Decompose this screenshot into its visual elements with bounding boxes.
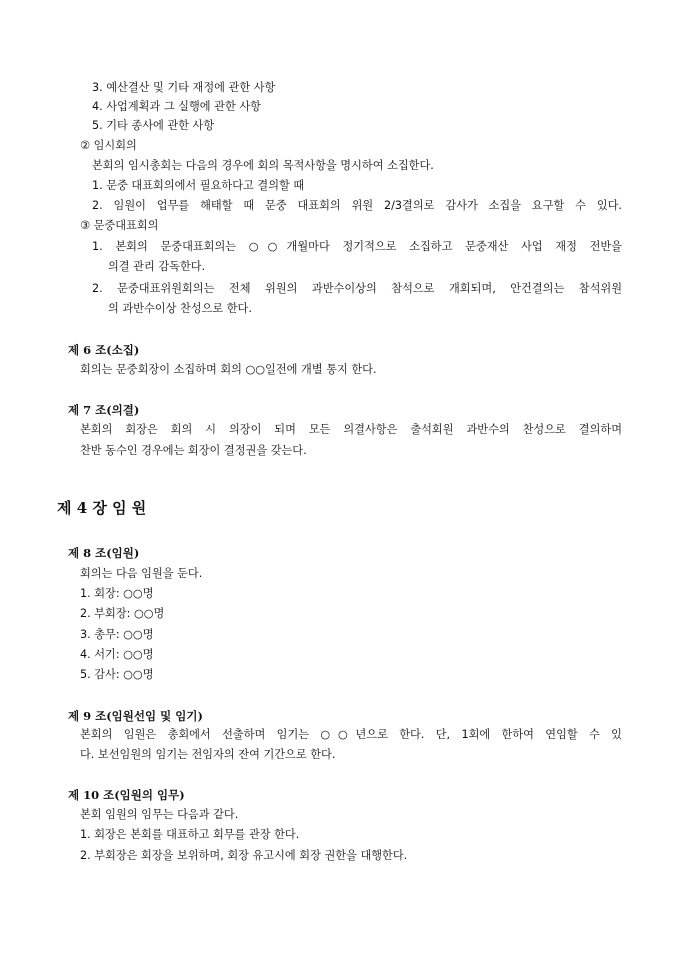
officer-item-auditor: 5. 감사: ○○명 bbox=[80, 668, 154, 681]
representative-item-1-line-1: 1. 본회의 문중대표회의는 ○○개월마다 정기적으로 소집하고 문중재산 사업 재정 전반을 bbox=[92, 240, 622, 253]
officer-item-secretary: 4. 서기: ○○명 bbox=[80, 648, 154, 661]
article-9-title: 제 9 조(임원선임 및 임기) bbox=[68, 709, 203, 723]
regular-meeting-item-4: 4. 사업계획과 그 실행에 관한 사항 bbox=[92, 100, 261, 113]
temporary-meeting-intro: 본회의 임시총회는 다음의 경우에 회의 목적사항을 명시하여 소집한다. bbox=[92, 159, 434, 172]
article-8-title: 제 8 조(임원) bbox=[68, 546, 140, 560]
article-10-intro: 본회 임원의 임무는 다음과 같다. bbox=[80, 808, 239, 821]
article-7-line-1: 본회의 회장은 회의 시 의장이 되며 모든 의결사항은 출석회원 과반수의 찬성으로 결의하며 bbox=[80, 423, 622, 436]
duty-item-vice-president: 2. 부회장은 회장을 보위하며, 회장 유고시에 회장 권한을 대행한다. bbox=[80, 849, 408, 862]
temporary-meeting-heading: ② 임시회의 bbox=[80, 139, 137, 152]
officer-item-president: 1. 회장: ○○명 bbox=[80, 587, 154, 600]
article-9-line-2: 다. 보선임원의 임기는 전임자의 잔여 기간으로 한다. bbox=[80, 748, 336, 761]
article-7-line-2: 찬반 동수인 경우에는 회장이 결정권을 갖는다. bbox=[80, 444, 307, 457]
representative-item-2-line-1: 2. 문중대표위원회의는 전체 위원의 과반수이상의 참석으로 개회되며, 안건결의는 참석위원 bbox=[92, 282, 622, 295]
representative-item-1-line-2: 의결 관리 감독한다. bbox=[108, 260, 206, 273]
article-10-title: 제 10 조(임원의 임무) bbox=[68, 788, 185, 802]
officer-item-vice-president: 2. 부회장: ○○명 bbox=[80, 607, 165, 620]
officer-item-general-affairs: 3. 총무: ○○명 bbox=[80, 628, 154, 641]
chapter-4-title: 제 4 장 임 원 bbox=[57, 499, 147, 517]
article-6-text: 회의는 문중회장이 소집하며 회의 ○○일전에 개별 통지 한다. bbox=[80, 363, 377, 376]
article-7-title: 제 7 조(의결) bbox=[68, 403, 140, 417]
article-8-intro: 회의는 다음 임원을 둔다. bbox=[80, 567, 203, 580]
article-9-line-1: 본회의 임원은 총회에서 선출하며 임기는 ○○년으로 한다. 단, 1회에 한하여 연임할 수 있 bbox=[80, 728, 622, 741]
temporary-meeting-item-1: 1. 문중 대표회의에서 필요하다고 결의할 때 bbox=[92, 179, 305, 192]
regular-meeting-item-3: 3. 예산결산 및 기타 재정에 관한 사항 bbox=[92, 81, 276, 94]
article-6-title: 제 6 조(소집) bbox=[68, 343, 140, 357]
representative-meeting-heading: ③ 문중대표회의 bbox=[80, 219, 159, 232]
duty-item-president: 1. 회장은 본회를 대표하고 회무를 관장 한다. bbox=[80, 828, 300, 841]
representative-item-2-line-2: 의 과반수이상 찬성으로 한다. bbox=[108, 302, 252, 315]
temporary-meeting-item-2: 2. 임원이 업무를 해태할 때 문중 대표회의 위원 2/3결의로 감사가 소집을 요구할 수 있다. bbox=[92, 199, 622, 212]
regular-meeting-item-5: 5. 기타 종사에 관한 사항 bbox=[92, 119, 215, 132]
